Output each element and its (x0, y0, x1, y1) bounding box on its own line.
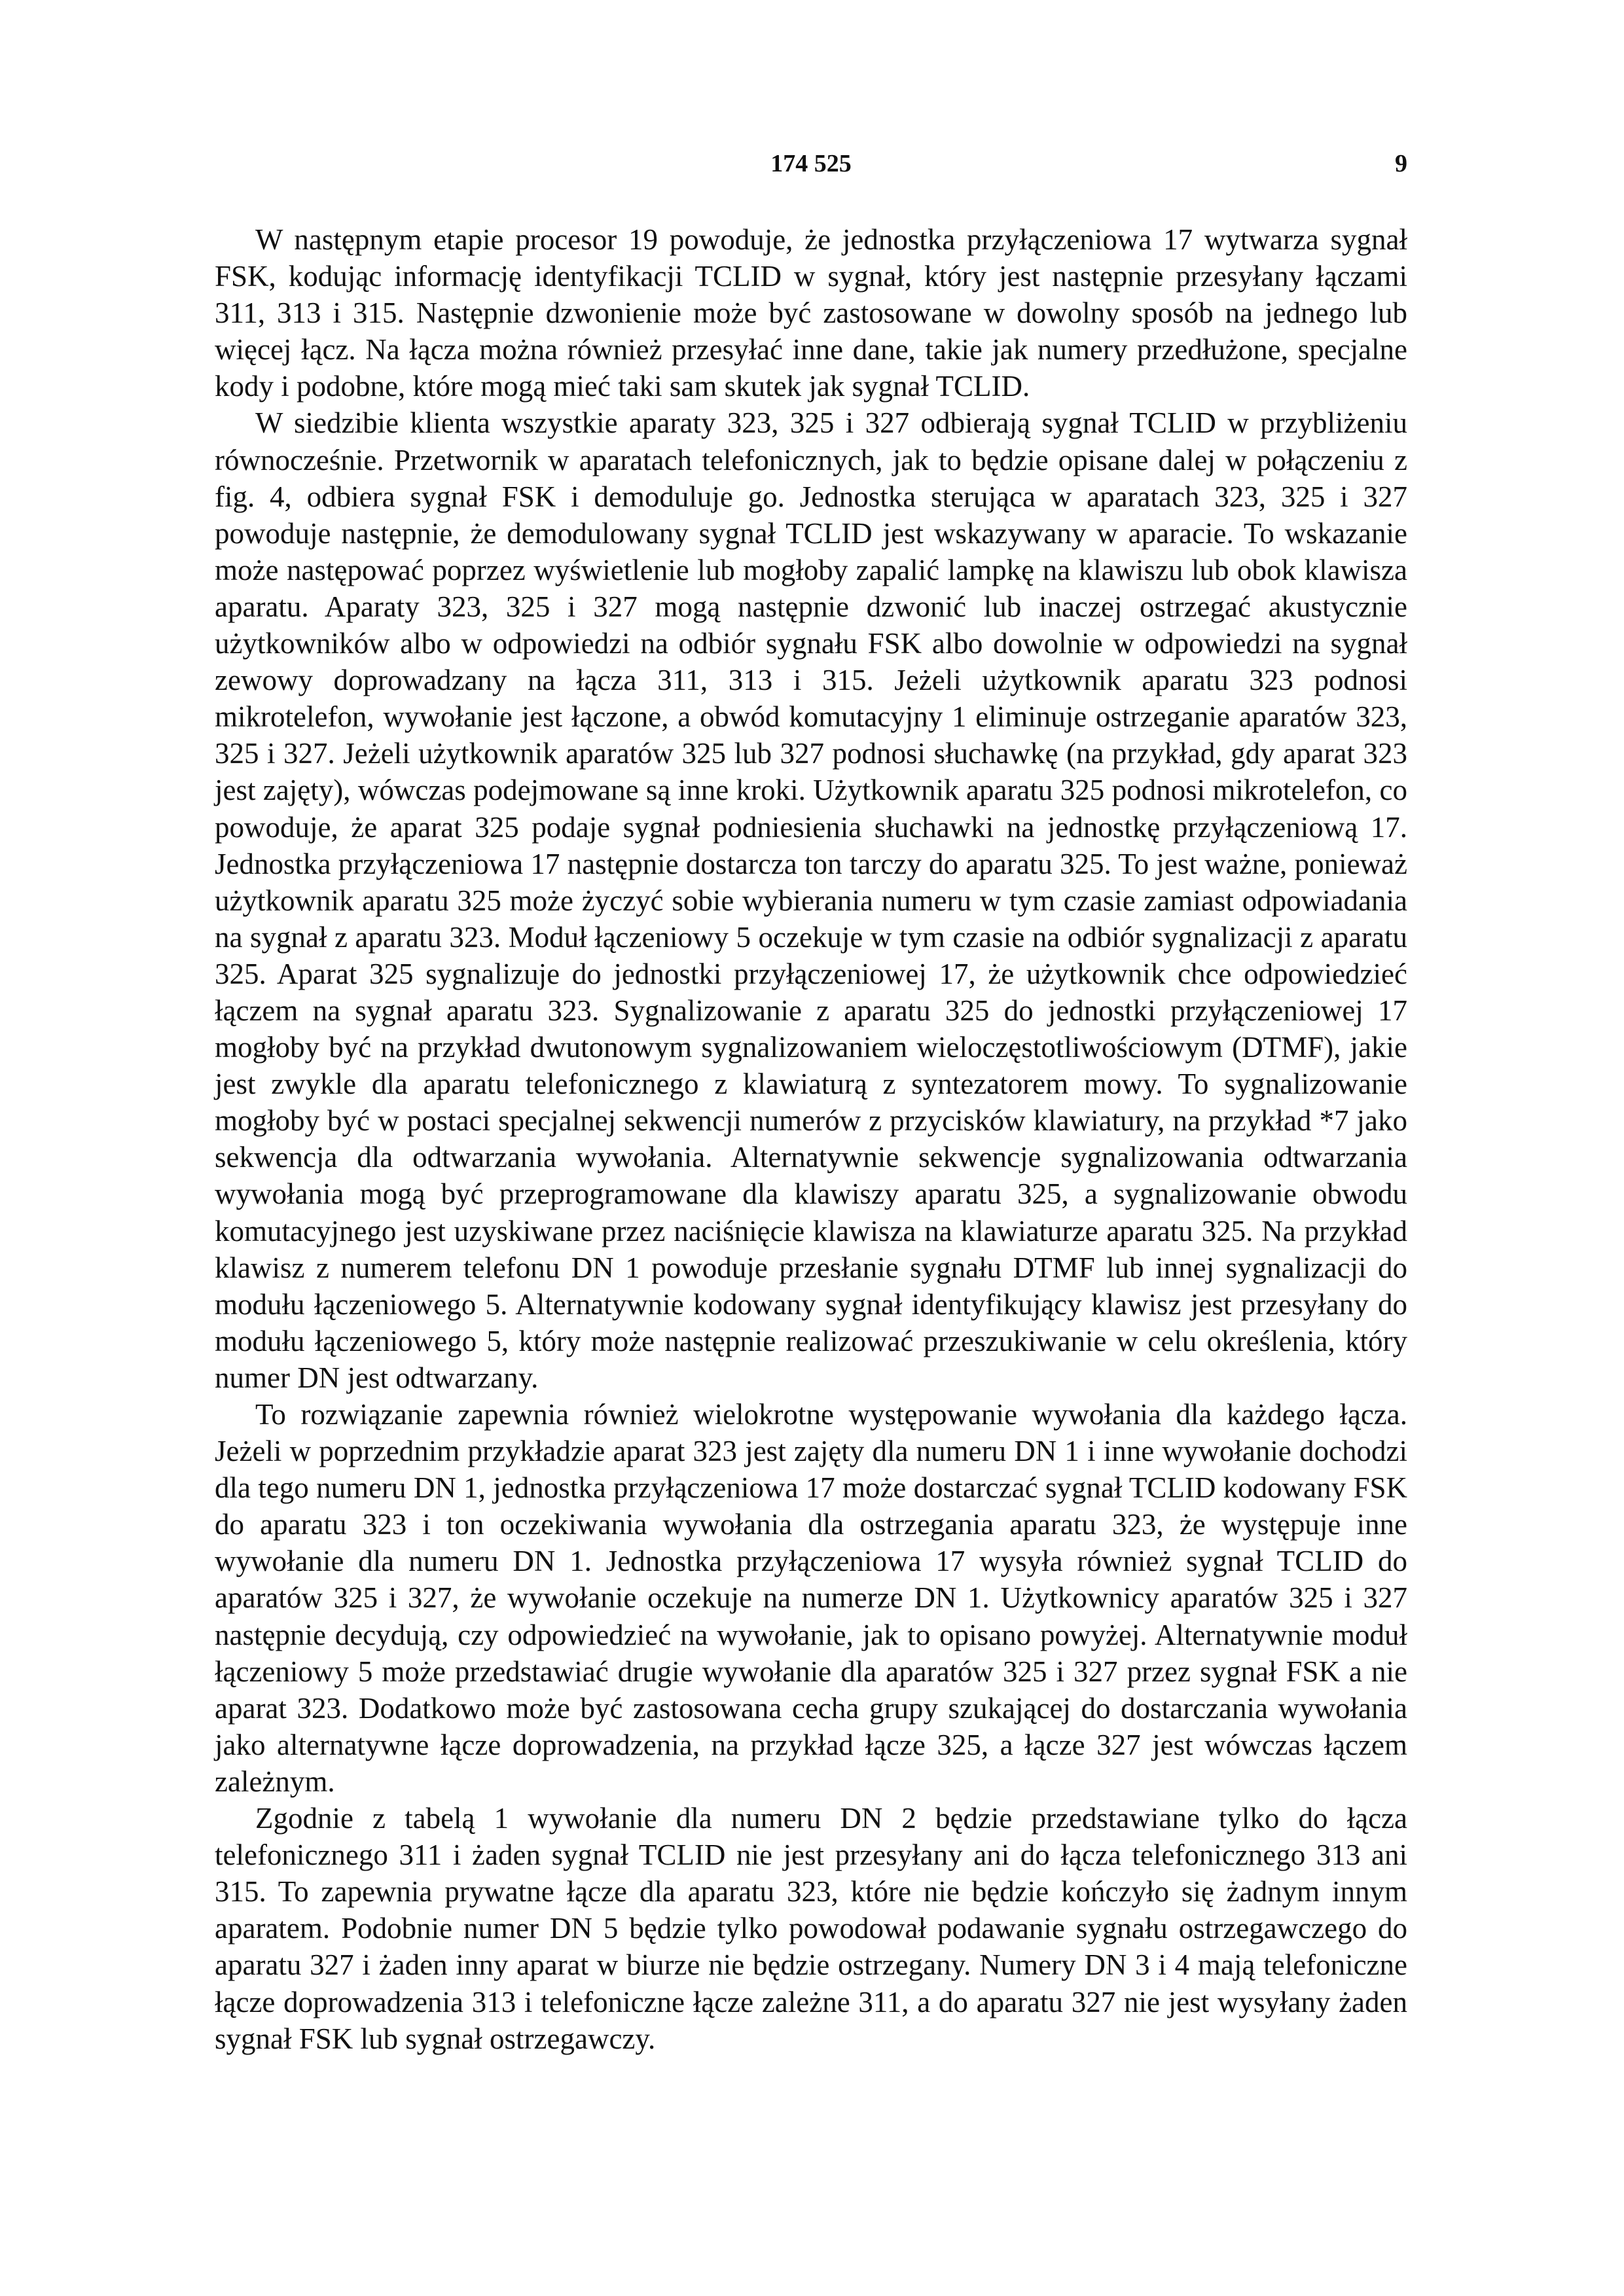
paragraph: To rozwiązanie zapewnia również wielokrotne występowanie wywołania dla każdego łącza. Jeżeli w poprzednim przykładzie aparat 323 jest zajęty dla numeru DN 1 i inne wywołanie dochodzi dla tego numeru DN 1, jednostka przyłączeniowa 17 może dostarczać sygnał TCLID kodowany FSK do aparatu 323 i ton oczekiwania wywołania dla ostrzegania aparatu 323, że występuje inne wywołanie dla numeru DN 1. Jednostka przyłączeniowa 17 wysyła również sygnał TCLID do aparatów 325 i 327, że wywołanie oczekuje na numerze DN 1. Użytkownicy aparatów 325 i 327 następnie decydują, czy odpowiedzieć na wywołanie, jak to opisano powyżej. Alternatywnie moduł łączeniowy 5 może przedstawiać drugie wywołanie dla aparatów 325 i 327 przez sygnał FSK a nie aparat 323. Dodatkowo może być zastosowana cecha grupy szukającej do dostarczania wywołania jako alternatywne łącze doprowadzenia, na przykład łącze 325, a łącze 327 jest wówczas łączem zależnym. (215, 1398, 1407, 1798)
page-number: 9 (1395, 150, 1407, 177)
body-text (215, 221, 1407, 2057)
paragraph: W następnym etapie procesor 19 powoduje, że jednostka przyłączeniowa 17 wytwarza sygnał FSK, kodując informację identyfikacji TCLID w sygnał, który jest następnie przesyłany łączami 311, 313 i 315. Następnie dzwonienie może być zastosowane w dowolny sposób na jednego lub więcej łącz. Na łącza można również przesyłać inne dane, takie jak numery przedłużone, specjalne kody i podobne, które mogą mieć taki sam skutek jak sygnał TCLID. (215, 223, 1407, 403)
page-header (215, 149, 1407, 188)
paragraph: Zgodnie z tabelą 1 wywołanie dla numeru DN 2 będzie przedstawiane tylko do łącza telefonicznego 311 i żaden sygnał TCLID nie jest przesyłany ani do łącza telefonicznego 313 ani 315. To zapewnia prywatne łącze dla aparatu 323, które nie będzie kończyło się żadnym innym aparatem. Podobnie numer DN 5 będzie tylko powodował podawanie sygnału ostrzegawczego do aparatu 327 i żaden inny aparat w biurze nie będzie ostrzegany. Numery DN 3 i 4 mają telefoniczne łącze doprowadzenia 313 i telefoniczne łącze zależne 311, a do aparatu 327 nie jest wysyłany żaden sygnał FSK lub sygnał ostrzegawczy. (215, 1802, 1407, 2055)
paragraph: W siedzibie klienta wszystkie aparaty 323, 325 i 327 odbierają sygnał TCLID w przybliżeniu równocześnie. Przetwornik w aparatach telefonicznych, jak to będzie opisane dalej w połączeniu z fig. 4, odbiera sygnał FSK i demoduluje go. Jednostka sterująca w aparatach 323, 325 i 327 powoduje następnie, że demodulowany sygnał TCLID jest wskazywany w aparacie. To wskazanie może następować poprzez wyświetlenie lub mogłoby zapalić lampkę na klawiszu lub obok klawisza aparatu. Aparaty 323, 325 i 327 mogą następnie dzwonić lub inaczej ostrzegać akustycznie użytkowników albo w odpowiedzi na odbiór sygnału FSK albo dowolnie w odpowiedzi na sygnał zewowy doprowadzany na łącza 311, 313 i 315. Jeżeli użytkownik aparatu 323 podnosi mikrotelefon, wywołanie jest łączone, a obwód komutacyjny 1 eliminuje ostrzeganie aparatów 323, 325 i 327. Jeżeli użytkownik aparatów 325 lub 327 podnosi słuchawkę (na przykład, gdy aparat 323 jest zajęty), wówczas podejmowane są inne kroki. Użytkownik aparatu 325 podnosi mikrotelefon, co powoduje, że aparat 325 podaje sygnał podniesienia słuchawki na jednostkę przyłączeniową 17. Jednostka przyłączeniowa 17 następnie dostarcza ton tarczy do aparatu 325. To jest ważne, ponieważ użytkownik aparatu 325 może życzyć sobie wybierania numeru w tym czasie zamiast odpowiadania na sygnał z aparatu 323. Moduł łączeniowy 5 oczekuje w tym czasie na odbiór sygnalizacji z aparatu 325. Aparat 325 sygnalizuje do jednostki przyłączeniowej 17, że użytkownik chce odpowiedzieć łączem na sygnał aparatu 323. Sygnalizowanie z aparatu 325 do jednostki przyłączeniowej 17 mogłoby być na przykład dwutonowym sygnalizowaniem wieloczęstotliwościowym (DTMF), jakie jest zwykle dla aparatu telefonicznego z klawiaturą z syntezatorem mowy. To sygnalizowanie mogłoby być w postaci specjalnej sekwencji numerów z przycisków klawiatury, na przykład *7 jako sekwencja dla odtwarzania wywołania. Alternatywnie sekwencje sygnalizowania odtwarzania wywołania mogą być przeprogramowane dla klawiszy aparatu 325, a sygnalizowanie obwodu komutacyjnego jest uzyskiwane przez naciśnięcie klawisza na klawiaturze aparatu 325. Na przykład klawisz z numerem telefonu DN 1 powoduje przesłanie sygnału DTMF lub innej sygnalizacji do modułu łączeniowego 5. Alternatywnie kodowany sygnał identyfikujący klawisz jest przesyłany do modułu łączeniowego 5, który może następnie realizować przeszukiwanie w celu określenia, który numer DN jest odtwarzany. (215, 406, 1407, 1394)
patent-number: 174 525 (770, 150, 852, 177)
